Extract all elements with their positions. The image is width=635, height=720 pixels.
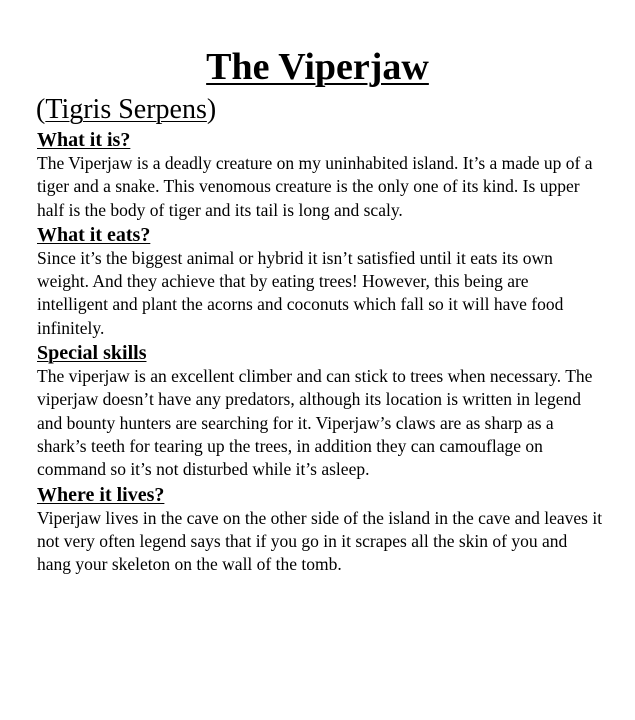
section-paragraph: Since it’s the biggest animal or hybrid it isn’t satisfied until it eats its own weight. And they achieve that by eating trees! However, this being are intelligent and plant the acorns and coconuts which fall so it will have food infinitely. <box>37 247 564 338</box>
section-paragraph: The Viperjaw is a deadly creature on my uninhabited island. It’s a made up of a tiger and a snake. This venomous creature is the only one of its kind. Is upper half is the body of tiger and its tail is long and scaly. <box>37 153 593 220</box>
scientific-name: Tigris Serpens <box>45 94 207 125</box>
subtitle-close-paren: ) <box>206 94 217 125</box>
document-subtitle <box>36 93 216 127</box>
subtitle-open-paren: ( <box>36 94 46 125</box>
section-special-skills <box>37 341 603 481</box>
section-what-it-eats <box>37 223 603 340</box>
section-heading: What it eats? <box>37 223 151 246</box>
section-what-it-is <box>37 128 603 222</box>
section-where-it-lives <box>37 483 603 577</box>
section-heading: Special skills <box>37 342 147 365</box>
section-paragraph: The viperjaw is an excellent climber and can stick to trees when necessary. The viperjaw doesn’t have any predators, although its location is written in legend and bounty hunters are searching for it. Viperjaw’s claws are as sharp as a shark’s teeth for tearing up the trees, in addition they can camouflage on command so it’s not disturbed while it’s asleep. <box>37 366 593 480</box>
document-body <box>37 128 603 577</box>
document-title: The Viperjaw <box>206 46 429 88</box>
section-heading: Where it lives? <box>37 483 165 506</box>
section-heading: What it is? <box>37 129 131 151</box>
section-paragraph: Viperjaw lives in the cave on the other side of the island in the cave and leaves it not very often legend says that if you go in it scrapes all the skin of you and hang your skeleton on the wall of the tomb. <box>37 507 603 575</box>
